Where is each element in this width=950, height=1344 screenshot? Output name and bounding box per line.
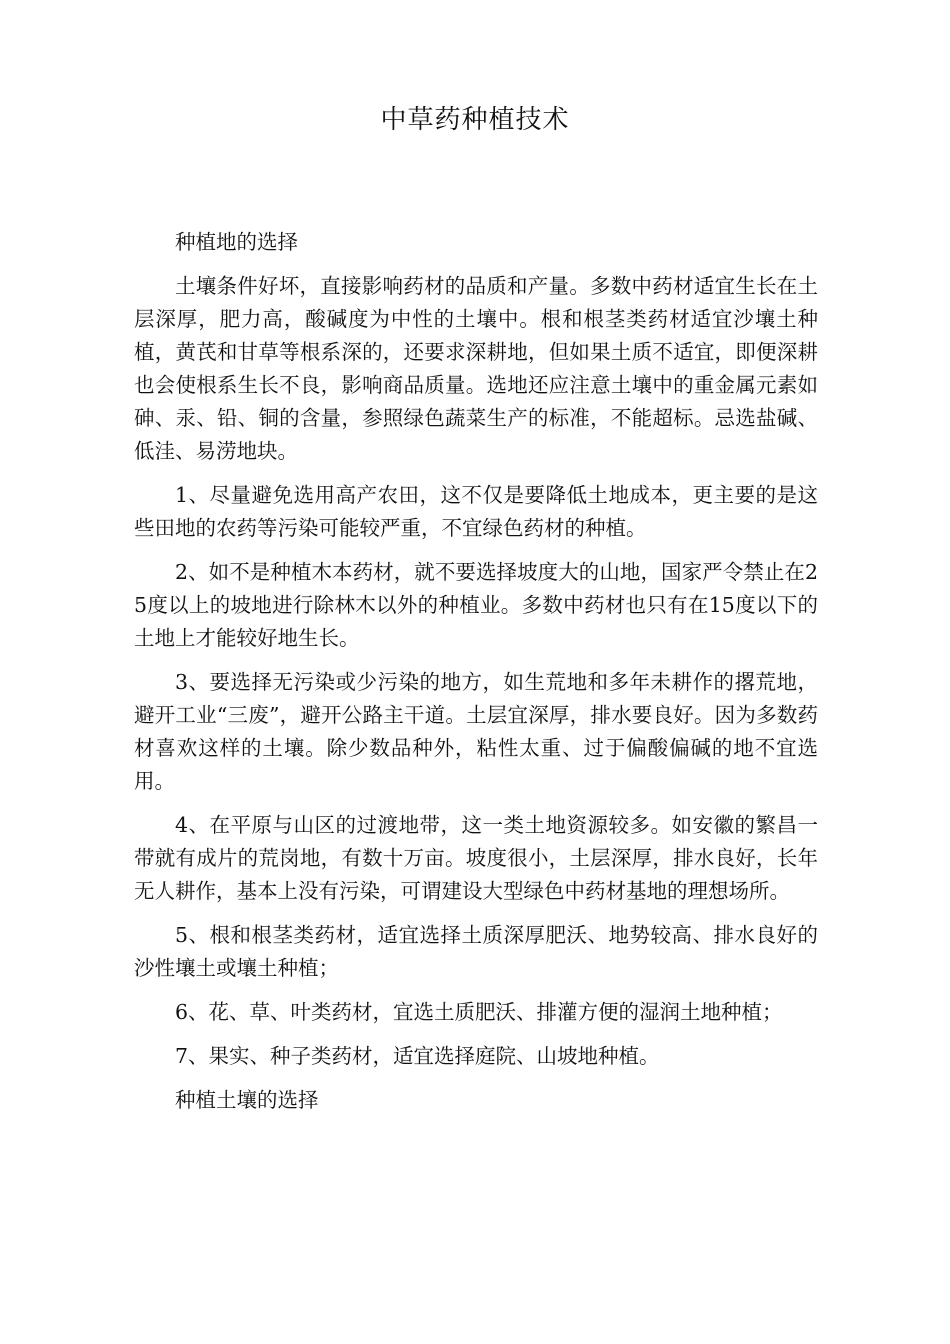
paragraph-item-7: 7、果实、种子类药材，适宜选择庭院、山坡地种植。 [175,1044,660,1068]
section-heading-site-selection: 种植地的选择 [175,230,298,254]
paragraph-item-2: 2、如不是种植木本药材，就不要选择坡度大的山地，国家严令禁止在25度以上的坡地进行除林木以外的种植业。多数中药材也只有在15度以下的土地上才能较好地生长。 [134,560,818,650]
paragraph-item-1: 1、尽量避免选用高产农田，这不仅是要降低土地成本，更主要的是这些田地的农药等污染可能较严重，不宜绿色药材的种植。 [134,483,818,540]
document-title: 中草药种植技术 [380,105,570,135]
paragraph-item-4: 4、在平原与山区的过渡地带，这一类土地资源较多。如安徽的繁昌一带就有成片的荒岗地，有数十万亩。坡度很小，土层深厚，排水良好，长年无人耕作，基本上没有污染，可谓建设大型绿色中药材基地的理想场所。 [134,813,818,903]
paragraph-item-6: 6、花、草、叶类药材，宜选土质肥沃、排灌方便的湿润土地种植； [175,1000,783,1024]
paragraph-item-5: 5、根和根茎类药材，适宜选择土质深厚肥沃、地势较高、排水良好的沙性壤土或壤土种植； [134,923,818,980]
paragraph-item-3: 3、要选择无污染或少污染的地方，如生荒地和多年未耕作的撂荒地，避开工业“三废”，避开公路主干道。土层宜深厚，排水要良好。因为多数药材喜欢这样的土壤。除少数品种外，粘性太重、过于偏酸偏碱的地不宜选用。 [134,670,818,793]
document-body [134,226,818,1128]
paragraph-soil-conditions: 土壤条件好坏，直接影响药材的品质和产量。多数中药材适宜生长在土层深厚，肥力高，酸碱度为中性的土壤中。根和根茎类药材适宜沙壤土种植，黄芪和甘草等根系深的，还要求深耕地，但如果土质不适宜，即便深耕也会使根系生长不良，影响商品质量。选地还应注意土壤中的重金属元素如砷、汞、铅、铜的含量，参照绿色蔬菜生产的标准，不能超标。忌选盐碱、低洼、易涝地块。 [134,274,818,463]
section-heading-soil-selection: 种植土壤的选择 [175,1088,319,1112]
